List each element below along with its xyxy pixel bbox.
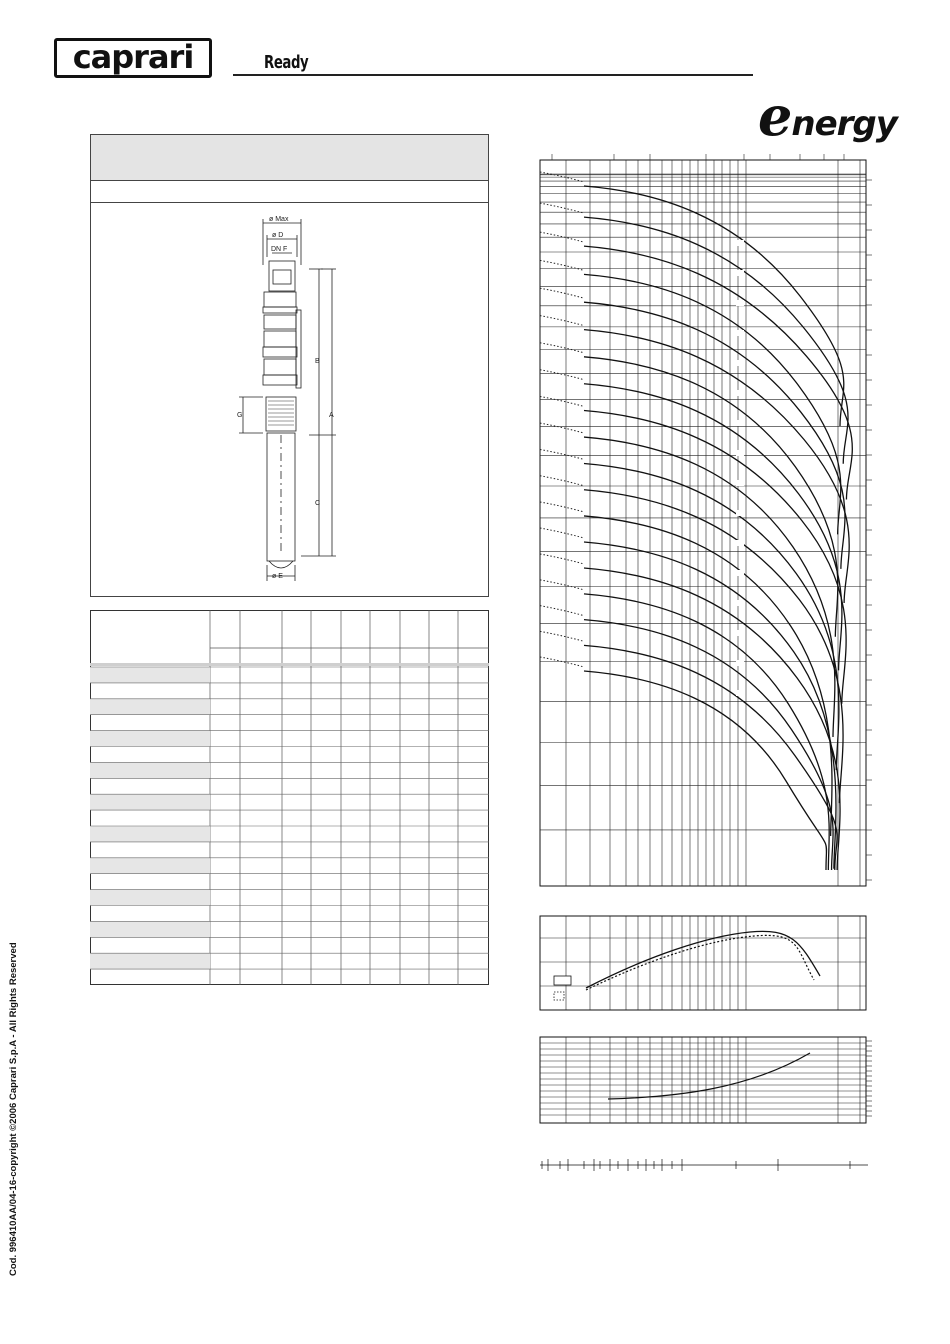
table-grid: [90, 610, 489, 985]
label-dia-d: ø D: [272, 232, 284, 239]
head-curve-gap: [736, 630, 744, 636]
legend-box-solid: [554, 976, 571, 985]
head-curve-gap: [736, 540, 744, 546]
caprari-logo: caprari: [54, 38, 212, 78]
head-curve: [584, 490, 843, 803]
eff-curve-solid: [586, 931, 820, 988]
head-curve-dotted: [540, 370, 584, 380]
efficiency-svg: [538, 912, 878, 1012]
head-curve-dotted: [540, 203, 584, 213]
label-b: B: [315, 358, 320, 365]
head-curve: [584, 302, 845, 569]
label-c: C: [315, 500, 321, 507]
head-curve-dotted: [540, 396, 584, 406]
head-curve: [584, 542, 836, 869]
pow-frame: [540, 1037, 866, 1123]
head-curve: [584, 620, 833, 870]
label-dn-f: DN F: [271, 246, 288, 253]
copyright-code: Cod. 996410AA/04-16-copyright ©2006 Caprari S.p.A - All Rights Reserved: [8, 942, 19, 1276]
label-dia-e: ø E: [272, 573, 283, 580]
table-header-band: [90, 663, 489, 666]
head-curve-dotted: [540, 502, 584, 512]
head-curve: [584, 568, 840, 870]
head-curve: [584, 357, 838, 637]
head-curve-gap: [736, 270, 744, 276]
energy-logo-rest: nergy: [791, 104, 897, 144]
head-curve-dotted: [540, 423, 584, 433]
legend-box-dotted: [554, 992, 564, 1000]
head-curves-svg: [538, 150, 878, 892]
efficiency-chart: [538, 912, 878, 1012]
flow-scale-svg: [538, 1155, 878, 1185]
head-curve-gap: [736, 360, 744, 366]
head-curve-dotted: [540, 631, 584, 641]
head-curve: [584, 274, 841, 534]
head-curve: [584, 671, 827, 870]
head-curve-dotted: [540, 606, 584, 616]
power-chart: [538, 1033, 878, 1128]
head-curve-dotted: [540, 476, 584, 486]
table-row-shade: [90, 921, 210, 937]
head-curves-chart: [538, 150, 878, 892]
series-title: Ready: [264, 52, 309, 73]
head-curve-dotted: [540, 288, 584, 298]
table-row-shade: [90, 953, 210, 969]
head-curve-gap: [736, 510, 744, 516]
head-curve-gap: [736, 330, 744, 336]
eff-curve-dotted: [586, 935, 814, 990]
energy-logo-initial: e: [758, 84, 792, 148]
table-row-shade: [90, 667, 210, 683]
pump-drawing: [91, 135, 490, 598]
flow-scale: [538, 1155, 878, 1185]
head-curve-dotted: [540, 580, 584, 590]
table-row-shade: [90, 826, 210, 842]
head-curve-dotted: [540, 657, 584, 667]
head-curve-gap: [736, 450, 744, 456]
head-curve-gap: [736, 570, 744, 576]
head-curve-gap: [736, 690, 744, 696]
table-row-shade: [90, 699, 210, 715]
head-curve-gap: [736, 660, 744, 666]
head-curve-dotted: [540, 449, 584, 459]
label-g: G: [237, 412, 243, 419]
table-row-shade: [90, 890, 210, 906]
head-curve-gap: [736, 300, 744, 306]
dimension-panel: [90, 134, 489, 597]
eff-frame: [540, 916, 866, 1010]
head-curve: [584, 410, 846, 703]
table-row-shade: [90, 731, 210, 747]
head-curve-dotted: [540, 260, 584, 270]
head-curve-dotted: [540, 554, 584, 564]
table-row-shade: [90, 794, 210, 810]
head-curve: [584, 437, 835, 737]
head-curve-dotted: [540, 528, 584, 538]
head-curve-gap: [736, 240, 744, 246]
head-curve: [584, 645, 837, 870]
label-dia-max: ø Max: [269, 216, 289, 223]
energy-logo: [758, 84, 897, 148]
power-svg: [538, 1033, 878, 1128]
head-curve-gap: [736, 420, 744, 426]
head-curve-gap: [736, 600, 744, 606]
performance-table: [90, 610, 489, 985]
table-row-shade: [90, 762, 210, 778]
head-curve-dotted: [540, 343, 584, 353]
head-curve-gap: [736, 390, 744, 396]
head-curve-gap: [736, 480, 744, 486]
head-curve-dotted: [540, 316, 584, 326]
table-row-shade: [90, 858, 210, 874]
head-curve: [584, 246, 852, 499]
label-a: A: [329, 412, 334, 419]
head-curve: [584, 330, 849, 603]
header-rule: [233, 74, 753, 76]
